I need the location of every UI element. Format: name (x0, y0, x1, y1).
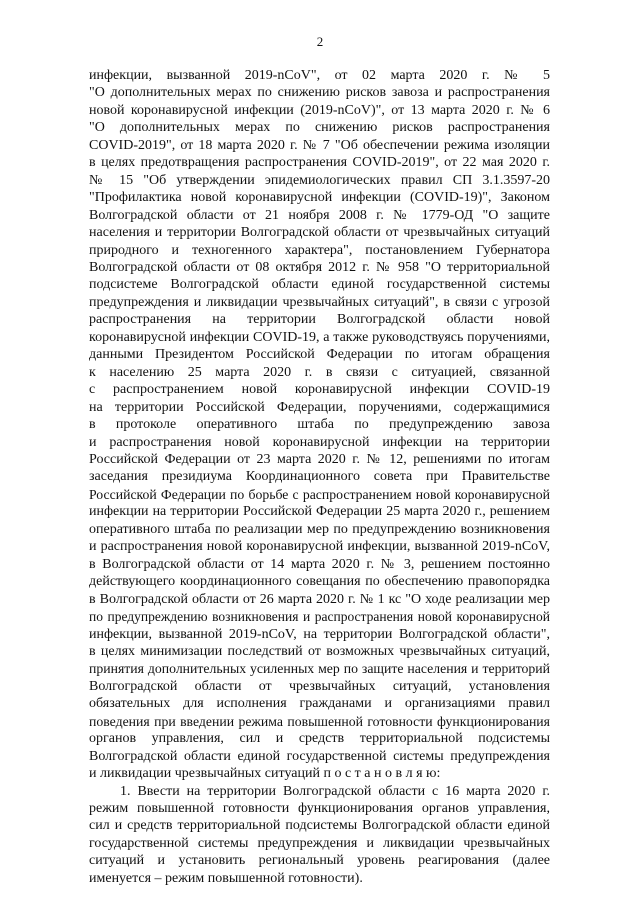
text-line: Волгоградской области единой государственной системы предупреждения (89, 748, 550, 764)
text-line: именуется – режим повышенной готовности). (89, 870, 363, 886)
text-line: предупреждения и ликвидации чрезвычайных ситуаций", в связи с угрозой (89, 294, 550, 310)
text-line: "О дополнительных мерах по снижению рисков распространения (89, 120, 550, 136)
text-line: оперативного штаба по реализации мер по предупреждению возникновения (89, 521, 550, 537)
text-line: новой коронавирусной инфекции (2019-nCoV)", от 13 марта 2020 г. № 6 (89, 102, 550, 118)
text-line: Российской Федерации по борьбе с распространением новой коронавирусной (89, 486, 550, 502)
text-line: "О дополнительных мерах по снижению рисков завоза и распространения (89, 85, 550, 101)
text-line: в целях минимизации последствий от возможных чрезвычайных ситуаций, (89, 643, 550, 659)
text-line: и распространения новой коронавирусной инфекции, вызванной 2019-nCoV, (89, 539, 550, 555)
text-line: инфекции, вызванной 2019-nCoV", от 02 марта 2020 г. № 5 (89, 68, 550, 83)
text-line: Волгоградской области от чрезвычайных ситуаций, установления (89, 678, 550, 694)
text-line: Российской Федерации от 23 марта 2020 г. № 12, решениями по итогам (89, 451, 550, 467)
text-line: сил и средств территориальной подсистемы Волгоградской области единой (89, 818, 550, 834)
text-line: принятия дополнительных усиленных мер по защите населения и территорий (89, 661, 550, 677)
text-line: распространения на территории Волгоградской области новой (89, 312, 550, 328)
text-line: Волгоградской области от 21 ноября 2008 г. № 1779-ОД "О защите (89, 207, 550, 223)
text-line: обязательных для исполнения гражданами и организациями правил (89, 696, 550, 712)
text-line: инфекции на территории Российской Федерации 25 марта 2020 г., решением (89, 504, 550, 520)
text-line: государственной системы предупреждения и ликвидации чрезвычайных (89, 835, 550, 851)
text-line: с распространением новой коронавирусной инфекции COVID-19 (89, 382, 550, 398)
text-line: Волгоградской области от 08 октября 2012 г. № 958 "О территориальной (89, 259, 550, 275)
text-line: данными Президентом Российской Федерации по итогам обращения (89, 347, 550, 363)
text-line: режим повышенной готовности функционирования органов управления, (89, 801, 550, 817)
text-line: к населению 25 марта 2020 г. в связи с ситуацией, связанной (89, 364, 550, 380)
text-line: на территории Российской Федерации, поручениями, содержащимися (89, 399, 550, 415)
text-line: инфекции, вызванной 2019-nCoV, на территории Волгоградской области", (89, 626, 550, 642)
text-line: "Профилактика новой коронавирусной инфекции (COVID-19)", Законом (89, 190, 550, 206)
text-line: в Волгоградской области от 14 марта 2020 г. № 3, решением постоянно (89, 556, 550, 572)
text-line: поведения при введении режима повышенной готовности функционирования (89, 713, 550, 729)
text-line: и распространения новой коронавирусной инфекции на территории (89, 434, 550, 450)
text-line: действующего координационного совещания по обеспечению правопорядка (89, 574, 550, 590)
text-line: 1. Ввести на территории Волгоградской области с 16 марта 2020 г. (120, 783, 550, 799)
text-line: ситуаций и установить региональный уровень реагирования (далее (89, 853, 550, 869)
text-line: заседания президиума Координационного совета при Правительстве (89, 469, 550, 485)
text-line: № 15 "Об утверждении эпидемиологических правил СП 3.1.3597-20 (89, 172, 550, 188)
text-line: и ликвидации чрезвычайных ситуаций п о с т а н о в л я ю: (89, 766, 441, 782)
text-line: подсистеме Волгоградской области единой государственной системы (89, 277, 550, 293)
text-line: природного и техногенного характера", постановлением Губернатора (89, 242, 550, 258)
document-body (89, 67, 550, 887)
text-line: в целях предотвращения распространения COVID-2019", от 22 мая 2020 г. (89, 155, 550, 171)
text-line: по предупреждению возникновения и распространения новой коронавирусной (89, 609, 550, 625)
text-line: в протоколе оперативного штаба по предупреждению завоза (89, 417, 550, 433)
text-line: в Волгоградской области от 26 марта 2020 г. № 1 кс "О ходе реализации мер (89, 591, 550, 607)
text-line: COVID-2019", от 18 марта 2020 г. № 7 "Об обеспечении режима изоляции (89, 137, 550, 153)
text-line: населения и территории Волгоградской области от чрезвычайных ситуаций (89, 225, 550, 241)
page-number: 2 (316, 34, 324, 49)
text-line: органов управления, сил и средств территориальной подсистемы (89, 731, 550, 747)
text-line: коронавирусной инфекции COVID-19, а также руководствуясь поручениями, (89, 329, 550, 345)
